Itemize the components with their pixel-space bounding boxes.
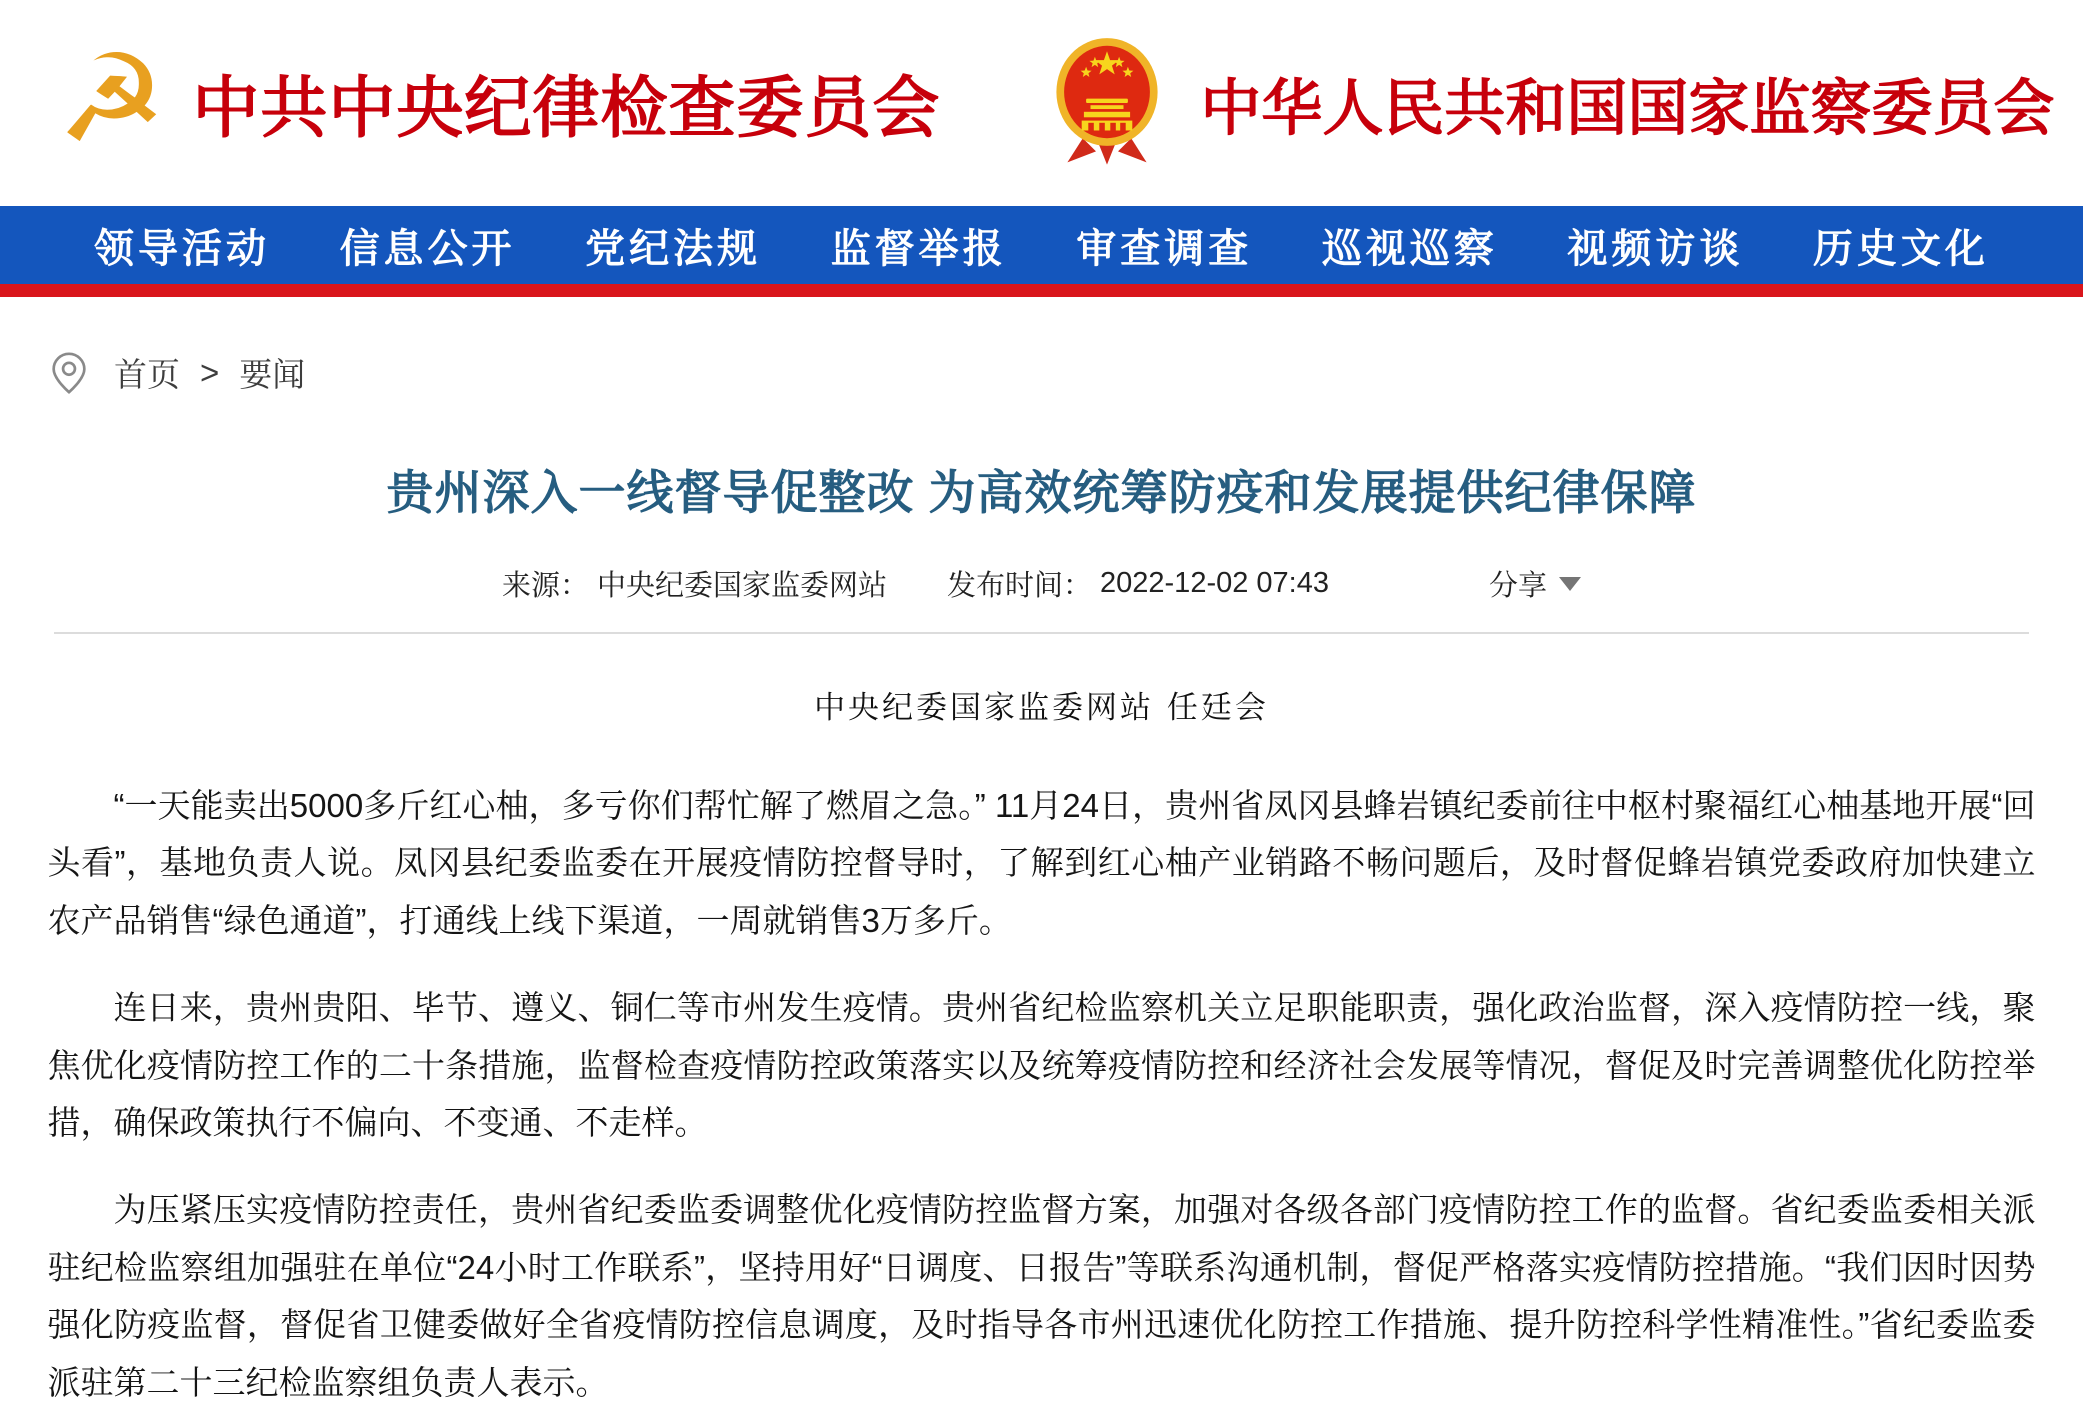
location-pin-icon <box>46 350 92 396</box>
main-nav <box>0 206 2083 284</box>
party-emblem-icon: ☭ <box>57 28 167 170</box>
source-value: 中央纪委国家监委网站 <box>596 570 887 602</box>
breadcrumb-separator: > <box>200 353 220 391</box>
breadcrumb-current-link[interactable]: 要闻 <box>239 356 306 393</box>
nav-item-supervision-report[interactable]: 监督举报 <box>830 226 1007 271</box>
nav-item-inspection-tour[interactable]: 巡视巡察 <box>1321 226 1498 271</box>
ccdi-logo-group[interactable] <box>57 28 941 170</box>
article-byline: 中央纪委国家监委网站 任廷会 <box>814 690 1269 726</box>
nav-item-party-discipline[interactable]: 党纪法规 <box>585 226 762 271</box>
nav-item-info-disclosure[interactable]: 信息公开 <box>339 226 516 271</box>
share-dropdown-caret-icon <box>1559 577 1581 591</box>
source-label: 来源： <box>501 570 589 602</box>
nav-item-investigation[interactable]: 审查调查 <box>1076 226 1253 271</box>
ccdi-org-title: 中共中央纪律检查委员会 <box>192 71 941 146</box>
publish-time-label: 发布时间： <box>947 570 1093 602</box>
red-accent-strip <box>0 284 2083 297</box>
site-header <box>0 0 2083 206</box>
nsc-logo-group[interactable] <box>1052 37 2054 169</box>
share-label: 分享 <box>1489 570 1548 602</box>
nav-item-leader-activities[interactable]: 领导活动 <box>94 226 270 271</box>
article-body <box>48 777 2036 1411</box>
breadcrumb <box>46 349 2083 396</box>
article-meta <box>0 563 2083 604</box>
meta-divider <box>54 632 2029 634</box>
nsc-org-title: 中华人民共和国国家监察委员会 <box>1200 73 2055 142</box>
national-emblem-icon <box>1052 37 1162 169</box>
breadcrumb-home-link[interactable]: 首页 <box>114 356 180 393</box>
nav-item-history-culture[interactable]: 历史文化 <box>1812 226 1989 271</box>
article-paragraph: “一天能卖出5000多斤红心柚，多亏你们帮忙解了燃眉之急。” 11月24日，贵州省凤冈县蜂岩镇纪委前往中枢村聚福红心柚基地开展“回头看”，基地负责人说。凤冈县纪委监委在开展疫情防控督导时，了解到红心柚产业销路不畅问题后，及时督促蜂岩镇党委政府加快建立农产品销售“绿色通道”，打通线上线下渠道，一周就销售3万多斤。 <box>47 787 2036 939</box>
article-paragraph: 连日来，贵州贵阳、毕节、遵义、铜仁等市州发生疫情。贵州省纪检监察机关立足职能职责，强化政治监督，深入疫情防控一线，聚焦优化疫情防控工作的二十条措施，监督检查疫情防控政策落实以及统筹疫情防控和经济社会发展等情况，督促及时完善调整优化防控举措，确保政策执行不偏向、不变通、不走样。 <box>47 989 2036 1142</box>
publish-time-value: 2022-12-02 07:43 <box>1100 567 1329 599</box>
article-title: 贵州深入一线督导促整改 为高效统筹防疫和发展提供纪律保障 <box>386 466 1697 519</box>
nav-item-video-interview[interactable]: 视频访谈 <box>1567 226 1744 271</box>
share-button[interactable] <box>1489 563 1581 604</box>
article-paragraph: 为压紧压实疫情防控责任，贵州省纪委监委调整优化疫情防控监督方案，加强对各级各部门疫情防控工作的监督。省纪委监委相关派驻纪检监察组加强驻在单位“24小时工作联系”，坚持用好“日调度、日报告”等联系沟通机制，督促严格落实疫情防控措施。“我们因时因势强化防疫监督，督促省卫健委做好全省疫情防控信息调度，及时指导各市州迅速优化防控工作措施、提升防控科学性精准性。”省纪委监委派驻第二十三纪检监察组负责人表示。 <box>47 1191 2036 1401</box>
